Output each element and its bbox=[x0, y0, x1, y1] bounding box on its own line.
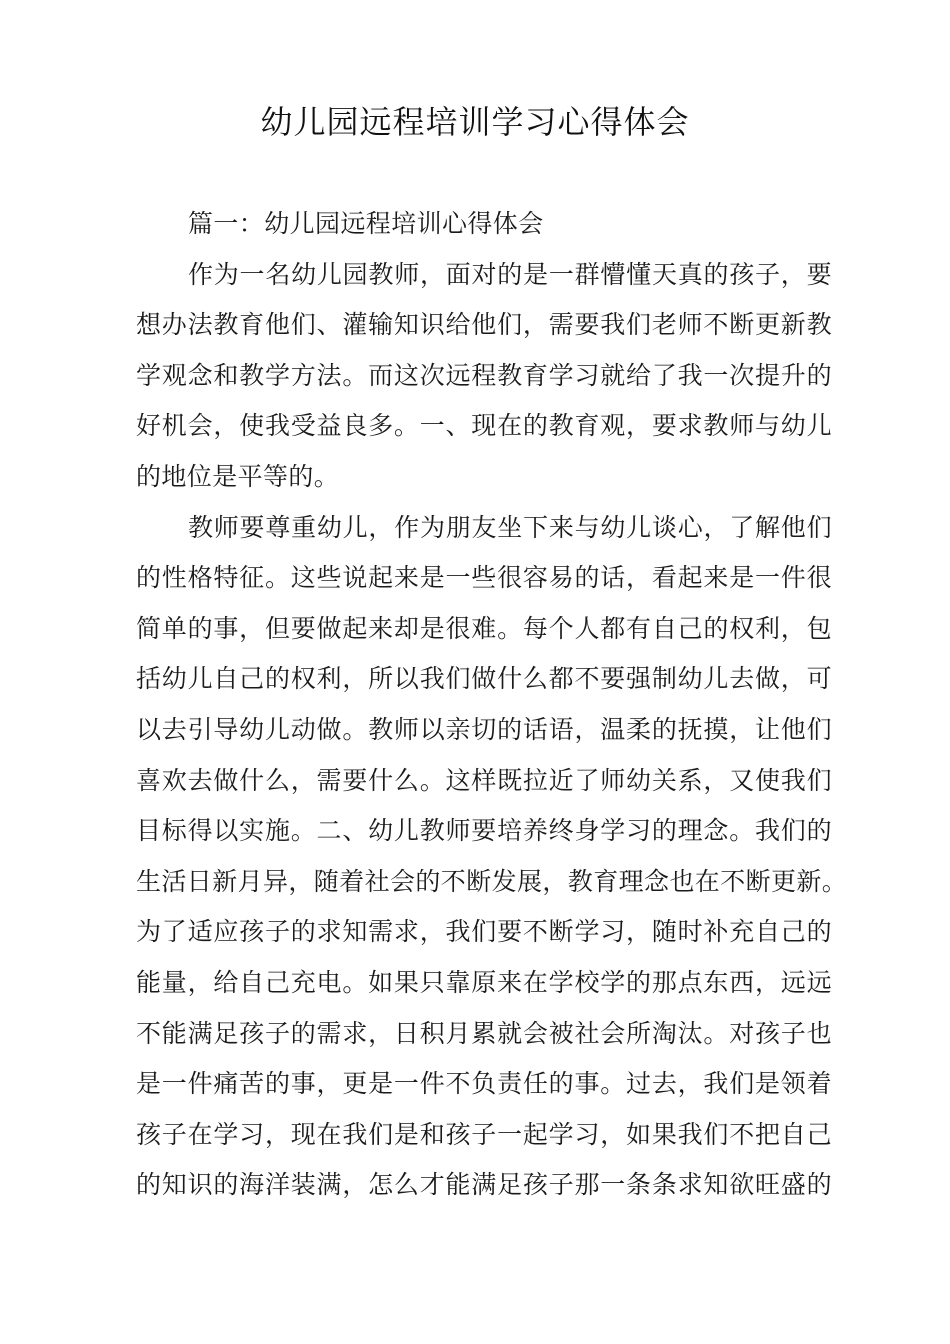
paragraph-line: 作为一名幼儿园教师，面对的是一群懵懂天真的孩子，要 bbox=[188, 259, 832, 289]
paragraph-line: 生活日新月异，随着社会的不断发展，教育理念也在不断更新。 bbox=[136, 866, 848, 896]
paragraph-line: 以去引导幼儿动做。教师以亲切的话语，温柔的抚摸，让他们 bbox=[136, 714, 832, 744]
paragraph-line: 不能满足孩子的需求，日积月累就会被社会所淘汰。对孩子也 bbox=[136, 1018, 832, 1048]
document-body bbox=[136, 202, 848, 1214]
paragraph-line: 的知识的海洋装满，怎么才能满足孩子那一条条求知欲旺盛的 bbox=[136, 1170, 832, 1200]
paragraph-line: 学观念和教学方法。而这次远程教育学习就给了我一次提升的 bbox=[136, 360, 832, 390]
paragraph-line: 的地位是平等的。 bbox=[136, 461, 340, 491]
paragraph-line: 能量，给自己充电。如果只靠原来在学校学的那点东西，远远 bbox=[136, 967, 832, 997]
paragraph-line: 为了适应孩子的求知需求，我们要不断学习，随时补充自己的 bbox=[136, 917, 832, 947]
section-heading: 篇一：幼儿园远程培训心得体会 bbox=[188, 209, 544, 238]
paragraph-line: 教师要尊重幼儿，作为朋友坐下来与幼儿谈心，了解他们 bbox=[188, 512, 832, 542]
paragraph-line: 好机会，使我受益良多。一、现在的教育观，要求教师与幼儿 bbox=[136, 411, 832, 441]
paragraph-line: 的性格特征。这些说起来是一些很容易的话，看起来是一件很 bbox=[136, 563, 832, 593]
document-title: 幼儿园远程培训学习心得体会 bbox=[260, 103, 690, 141]
paragraph-line: 孩子在学习，现在我们是和孩子一起学习，如果我们不把自己 bbox=[136, 1119, 832, 1149]
paragraph-line: 想办法教育他们、灌输知识给他们，需要我们老师不断更新教 bbox=[136, 310, 832, 340]
paragraph-line: 括幼儿自己的权利，所以我们做什么都不要强制幼儿去做，可 bbox=[136, 664, 832, 694]
paragraph-line: 简单的事，但要做起来却是很难。每个人都有自己的权利，包 bbox=[136, 613, 832, 643]
paragraph-line: 是一件痛苦的事，更是一件不负责任的事。过去，我们是领着 bbox=[136, 1069, 832, 1099]
paragraph-line: 喜欢去做什么，需要什么。这样既拉近了师幼关系，又使我们 bbox=[136, 765, 832, 795]
paragraph-line: 目标得以实施。二、幼儿教师要培养终身学习的理念。我们的 bbox=[136, 816, 832, 846]
